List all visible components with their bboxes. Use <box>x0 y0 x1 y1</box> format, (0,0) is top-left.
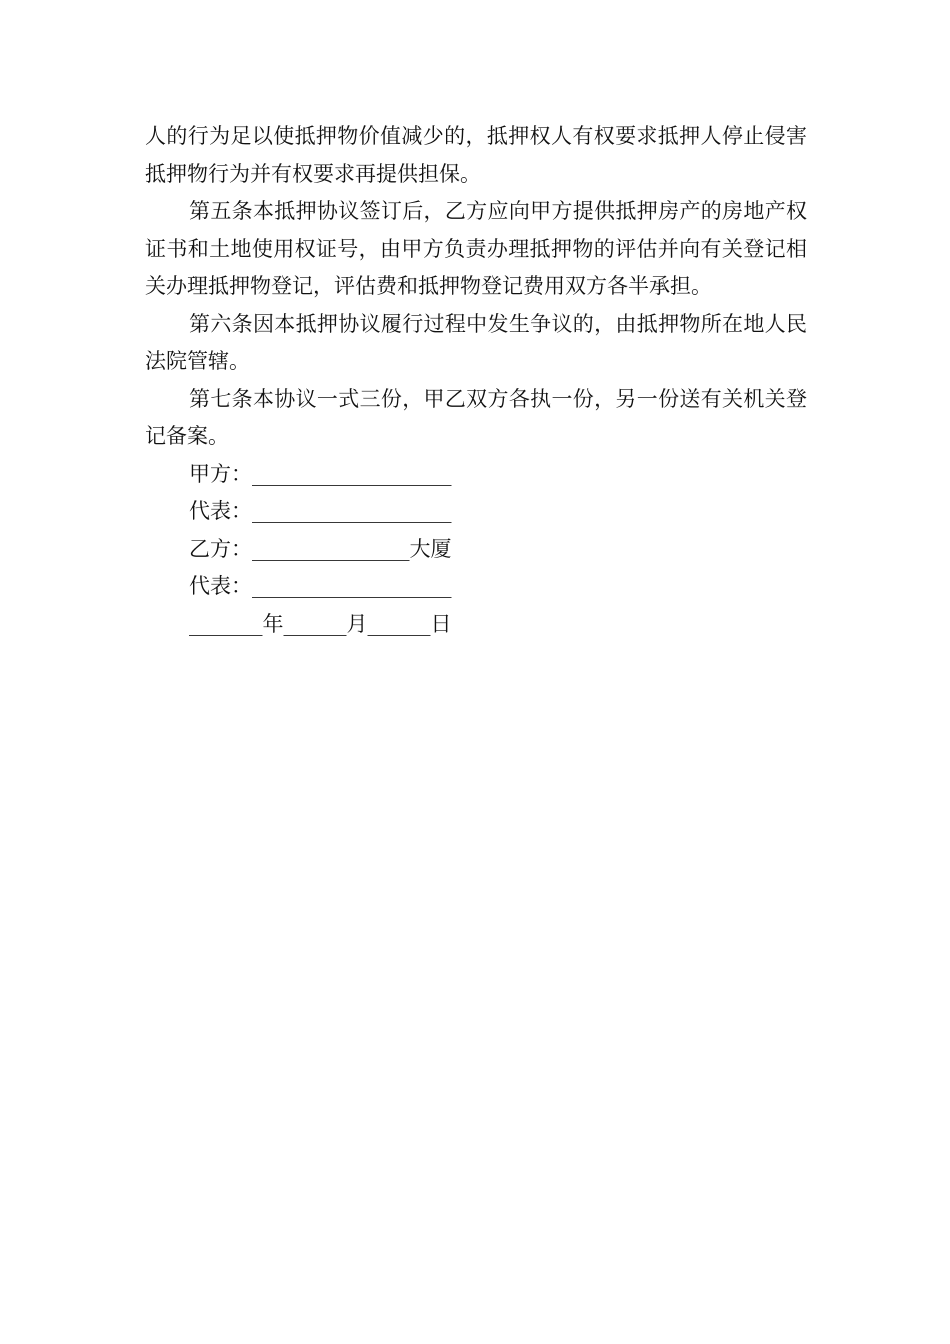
document-body <box>145 118 807 643</box>
paragraph-article-5: 第五条本抵押协议签订后，乙方应向甲方提供抵押房产的房地产权证书和土地使用权证号，由甲方负责办理抵押物的评估并向有关登记相关办理抵押物登记，评估费和抵押物登记费用双方各半承担。 <box>145 199 807 298</box>
signature-party-b: 乙方：_______________大厦 <box>189 536 452 561</box>
signature-party-a: 甲方：___________________ <box>189 461 452 486</box>
signature-party-a-representative: 代表：___________________ <box>189 499 452 523</box>
paragraph-continuation: 人的行为足以使抵押物价值减少的，抵押权人有权要求抵押人停止侵害抵押物行为并有权要求再提供担保。 <box>145 124 807 186</box>
signature-date: _______年______月______日 <box>189 611 452 636</box>
paragraph-article-7: 第七条本协议一式三份，甲乙双方各执一份，另一份送有关机关登记备案。 <box>145 386 807 448</box>
signature-party-b-representative: 代表：___________________ <box>189 574 452 598</box>
signature-block <box>145 456 807 644</box>
paragraph-article-6: 第六条因本抵押协议履行过程中发生争议的，由抵押物所在地人民法院管辖。 <box>145 311 807 373</box>
